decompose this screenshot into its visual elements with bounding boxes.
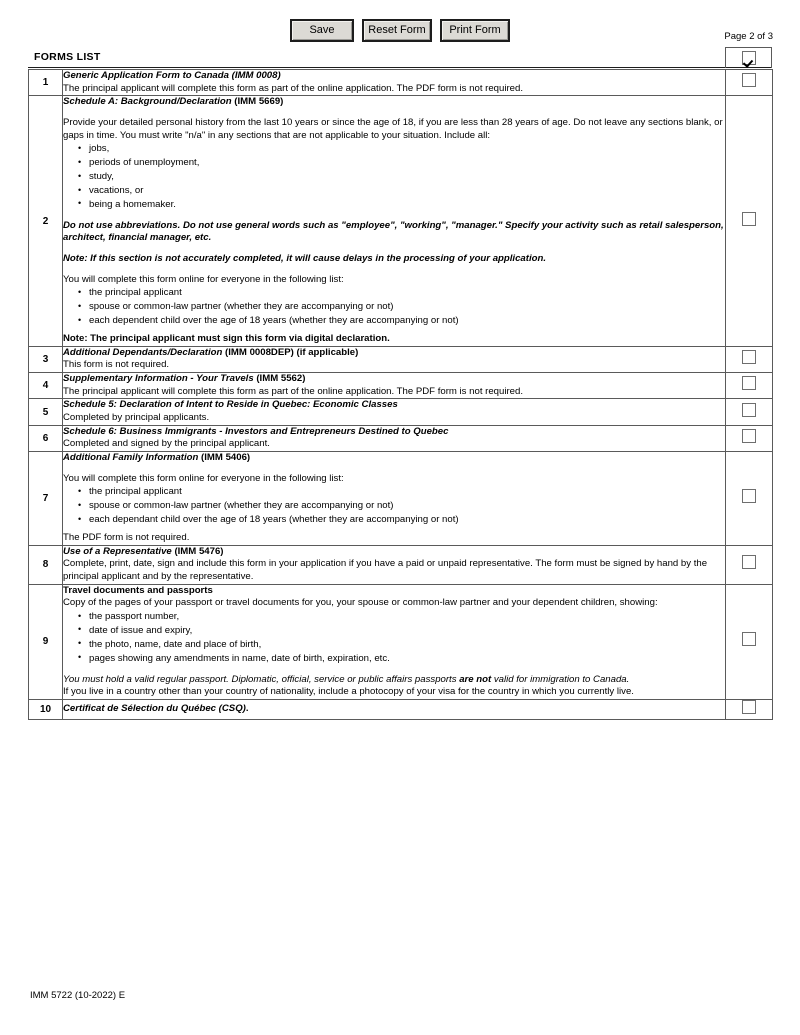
table-row <box>29 425 773 451</box>
row-number: 9 <box>29 584 63 699</box>
table-row <box>29 452 773 546</box>
list-item: • the passport number, <box>89 610 725 624</box>
row-checkbox[interactable] <box>742 376 756 390</box>
header-checkbox-cell[interactable] <box>725 47 772 68</box>
row-bullet-list-secondary <box>63 286 725 328</box>
row-checkbox-cell[interactable] <box>726 699 773 719</box>
row-description: If you live in a country other than your country of nationality, include a photocopy of your visa for the country in which you currently live. <box>63 686 634 698</box>
row-number: 5 <box>29 399 63 425</box>
row-number: 6 <box>29 425 63 451</box>
row-title <box>63 399 725 412</box>
list-item: • pages showing any amendments in name, date of birth, expiration, etc. <box>89 652 725 666</box>
row-number: 10 <box>29 699 63 719</box>
row-content <box>63 545 726 584</box>
row-content <box>63 346 726 372</box>
row-description: The principal applicant will complete this form as part of the online application. The PDF form is not required. <box>63 82 524 94</box>
row-content <box>63 452 726 546</box>
row-checkbox[interactable] <box>742 403 756 417</box>
row-title <box>63 70 725 83</box>
print-form-button[interactable]: Print Form <box>440 19 510 42</box>
document-footer: IMM 5722 (10-2022) E <box>30 990 126 1001</box>
row-bullet-list <box>63 485 725 527</box>
page-indicator: Page 2 of 3 <box>724 31 773 42</box>
row-title-text: Use of a Representative <box>63 545 172 557</box>
row-checkbox[interactable] <box>742 700 756 714</box>
reset-form-button[interactable]: Reset Form <box>362 19 432 42</box>
row-checkbox-cell[interactable] <box>726 96 773 347</box>
row-paragraph: Provide your detailed personal history from the last 10 years or since the age of 18, if you are less than 28 years of age. Do not leave any sections blank, or gaps in time. You must write "n/a" in any sections that are not applicable to your situation. Include all: <box>63 116 723 141</box>
table-row <box>29 699 773 719</box>
row-number: 4 <box>29 373 63 399</box>
row-checkbox[interactable] <box>742 555 756 569</box>
row-description: Completed by principal applicants. <box>63 412 210 424</box>
row-number: 3 <box>29 346 63 372</box>
row-checkbox-cell[interactable] <box>726 584 773 699</box>
row-warning-note: Note: If this section is not accurately completed, it will cause delays in the processing of your application. <box>63 253 546 265</box>
row-paragraph-secondary: You will complete this form online for everyone in the following list: <box>63 273 344 285</box>
row-title-text: Schedule A: Background/Declaration <box>63 96 232 108</box>
row-checkbox[interactable] <box>742 212 756 226</box>
row-title <box>63 373 725 386</box>
row-number: 7 <box>29 452 63 546</box>
row-content <box>63 399 726 425</box>
page-title: FORMS LIST <box>34 51 101 63</box>
row-checkbox-cell[interactable] <box>726 545 773 584</box>
row-description: This form is not required. <box>63 359 170 371</box>
row-title <box>63 703 725 716</box>
row-title-text: Supplementary Information - Your Travels <box>63 373 254 385</box>
row-title <box>63 426 725 439</box>
row-title <box>63 347 725 360</box>
form-toolbar <box>0 19 800 42</box>
row-checkbox-cell[interactable] <box>726 70 773 96</box>
row-checkbox[interactable] <box>742 489 756 503</box>
row-emphasis-note: Do not use abbreviations. Do not use general words such as "employee", "working", "manager." Specify your activity such as retail salesperson, architect, financial manager, etc. <box>63 219 724 244</box>
table-row <box>29 399 773 425</box>
list-item: • study, <box>89 170 725 184</box>
save-button[interactable]: Save <box>290 19 354 42</box>
list-item: • spouse or common-law partner (whether they are accompanying or not) <box>89 300 725 314</box>
row-title-code: (IMM 0008DEP) (if applicable) <box>222 346 359 358</box>
forms-list-header <box>28 48 772 68</box>
row-title <box>63 452 725 465</box>
row-content <box>63 70 726 96</box>
row-title-text: Additional Dependants/Declaration <box>63 346 223 358</box>
table-row <box>29 346 773 372</box>
row-checkbox-cell[interactable] <box>726 373 773 399</box>
list-item: • jobs, <box>89 142 725 156</box>
list-item: • periods of unemployment, <box>89 156 725 170</box>
list-item: • the photo, name, date and place of birth, <box>89 638 725 652</box>
row-title-text: Schedule 5: Declaration of Intent to Reside in Quebec: Economic Classes <box>63 399 398 411</box>
row-title-text: Certificat de Sélection du Québec (CSQ) <box>63 703 246 715</box>
row-description: Completed and signed by the principal applicant. <box>63 438 270 450</box>
row-title-text: Additional Family Information <box>63 452 199 464</box>
row-checkbox[interactable] <box>742 632 756 646</box>
row-content <box>63 96 726 347</box>
list-item: • spouse or common-law partner (whether they are accompanying or not) <box>89 499 725 513</box>
list-item: • date of issue and expiry, <box>89 624 725 638</box>
table-row <box>29 373 773 399</box>
row-bullet-list <box>63 142 725 212</box>
list-item: • being a homemaker. <box>89 198 725 212</box>
row-italic-note-start: You must hold a valid regular passport. Diplomatic, official, service or public affairs passports <box>63 673 460 685</box>
row-checkbox[interactable] <box>742 350 756 364</box>
row-paragraph: Copy of the pages of your passport or travel documents for you, your spouse or common-law partner and your dependent children, showing: <box>63 597 658 609</box>
row-italic-note-bold: are not <box>459 673 492 685</box>
table-row <box>29 584 773 699</box>
row-title-code: (IMM 5406) <box>198 452 251 464</box>
table-row <box>29 545 773 584</box>
list-item: • the principal applicant <box>89 485 725 499</box>
row-paragraph: You will complete this form online for everyone in the following list: <box>63 472 344 484</box>
row-content <box>63 699 726 719</box>
row-checkbox-cell[interactable] <box>726 425 773 451</box>
row-checkbox-cell[interactable] <box>726 399 773 425</box>
list-item: • each dependent child over the age of 18 years (whether they are accompanying or not) <box>89 314 725 328</box>
table-row <box>29 70 773 96</box>
row-title-code: . <box>245 703 249 715</box>
row-content <box>63 425 726 451</box>
forms-list-table <box>28 69 773 720</box>
list-item: • the principal applicant <box>89 286 725 300</box>
row-bullet-list <box>63 610 725 666</box>
row-title <box>63 546 725 559</box>
row-title-code: (IMM 5562) <box>253 373 306 385</box>
row-checkbox-cell[interactable] <box>726 346 773 372</box>
select-all-checkbox[interactable] <box>742 51 756 65</box>
row-italic-note <box>63 674 725 687</box>
row-title-text: Generic Application Form to Canada (IMM 0008) <box>63 70 281 81</box>
row-title-code: (IMM 5476) <box>171 545 224 557</box>
row-checkbox[interactable] <box>742 73 756 87</box>
row-checkbox-cell[interactable] <box>726 452 773 546</box>
row-content <box>63 584 726 699</box>
row-number: 2 <box>29 96 63 347</box>
row-checkbox[interactable] <box>742 429 756 443</box>
row-title-text: Schedule 6: Business Immigrants - Investors and Entrepreneurs Destined to Quebec <box>63 425 449 437</box>
row-title <box>63 96 725 109</box>
table-row <box>29 96 773 347</box>
row-paragraph-secondary: The PDF form is not required. <box>63 532 190 544</box>
list-item: • each dependant child over the age of 18 years (whether they are accompanying or not) <box>89 513 725 527</box>
row-title-code: (IMM 5669) <box>231 96 284 108</box>
row-description: Complete, print, date, sign and include this form in your application if you have a paid or unpaid representative. The form must be signed by hand by the principal applicant and by the representative. <box>63 558 708 583</box>
row-bold-note: Note: The principal applicant must sign this form via digital declaration. <box>63 333 390 345</box>
row-content <box>63 373 726 399</box>
row-italic-note-end: valid for immigration to Canada. <box>491 673 630 685</box>
row-description: The principal applicant will complete this form as part of the online application. The PDF form is not required. <box>63 385 524 397</box>
row-number: 8 <box>29 545 63 584</box>
list-item: • vacations, or <box>89 184 725 198</box>
row-title: Travel documents and passports <box>63 584 213 596</box>
row-number: 1 <box>29 70 63 96</box>
